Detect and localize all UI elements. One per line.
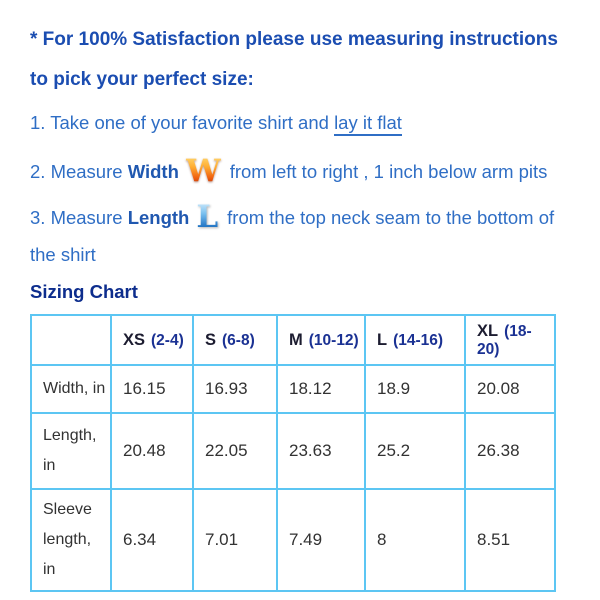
- satisfaction-note-line-1: * For 100% Satisfaction please use measuring instructions: [30, 29, 558, 50]
- sleeve-m-value: 7.49: [277, 489, 365, 591]
- step-3-measure-length: [30, 198, 590, 270]
- length-l-value: 25.2: [365, 413, 465, 489]
- sleeve-length-row: [31, 489, 555, 591]
- satisfaction-note: [30, 20, 572, 100]
- width-xs-value: 16.15: [111, 365, 193, 413]
- satisfaction-note-line-2: to pick your perfect size:: [30, 69, 254, 90]
- step-2-text: 2. Measure: [30, 161, 128, 182]
- width-row: [31, 365, 555, 413]
- length-row: [31, 413, 555, 489]
- step-1-lay-flat: [30, 110, 572, 136]
- width-m-value: 18.12: [277, 365, 365, 413]
- length-bold-label: Length: [127, 207, 190, 228]
- column-header-s: [193, 315, 277, 365]
- width-s-value: 16.93: [193, 365, 277, 413]
- size-label: XS: [123, 330, 146, 349]
- column-header-xs: [111, 315, 193, 365]
- size-label: S: [205, 330, 217, 349]
- column-header-l: [365, 315, 465, 365]
- length-m-value: 23.63: [277, 413, 365, 489]
- step-3-text: 3. Measure: [30, 207, 128, 228]
- column-header-m: [277, 315, 365, 365]
- letter-l-icon: L: [196, 199, 219, 236]
- size-label: L: [377, 330, 388, 349]
- column-header-xl: [465, 315, 555, 365]
- size-range: (2-4): [151, 331, 184, 349]
- width-l-value: 18.9: [365, 365, 465, 413]
- row-label-width: Width, in: [31, 365, 111, 413]
- step-2-suffix: from left to right , 1 inch below arm pits: [229, 161, 548, 182]
- letter-w-icon: W: [185, 153, 221, 190]
- length-s-value: 22.05: [193, 413, 277, 489]
- width-bold-label: Width: [127, 161, 179, 182]
- step-2-measure-width: [30, 151, 572, 193]
- step-3-suffix: from the top neck seam to the bottom of: [227, 207, 555, 228]
- row-label-length: Length, in: [31, 413, 111, 489]
- sizing-chart-title: Sizing Chart: [30, 281, 138, 303]
- sizing-table-header-row: [31, 315, 555, 365]
- sleeve-xl-value: 8.51: [465, 489, 555, 591]
- size-range: (18-20): [477, 322, 532, 358]
- lay-it-flat-emphasis: lay it flat: [334, 112, 402, 136]
- corner-cell: [31, 315, 111, 365]
- step-3-line-2: the shirt: [30, 244, 96, 266]
- size-range: (14-16): [393, 331, 444, 349]
- sizing-table: [30, 314, 556, 592]
- step-3-line-1: [30, 198, 590, 238]
- length-xs-value: 20.48: [111, 413, 193, 489]
- length-xl-value: 26.38: [465, 413, 555, 489]
- sleeve-s-value: 7.01: [193, 489, 277, 591]
- size-label: M: [289, 330, 303, 349]
- step-1-text: 1. Take one of your favorite shirt and: [30, 112, 335, 133]
- size-label: XL: [477, 321, 499, 340]
- sleeve-xs-value: 6.34: [111, 489, 193, 591]
- size-range: (10-12): [308, 331, 359, 349]
- row-label-sleeve: Sleeve length, in: [31, 489, 111, 591]
- size-range: (6-8): [222, 331, 255, 349]
- sleeve-l-value: 8: [365, 489, 465, 591]
- width-xl-value: 20.08: [465, 365, 555, 413]
